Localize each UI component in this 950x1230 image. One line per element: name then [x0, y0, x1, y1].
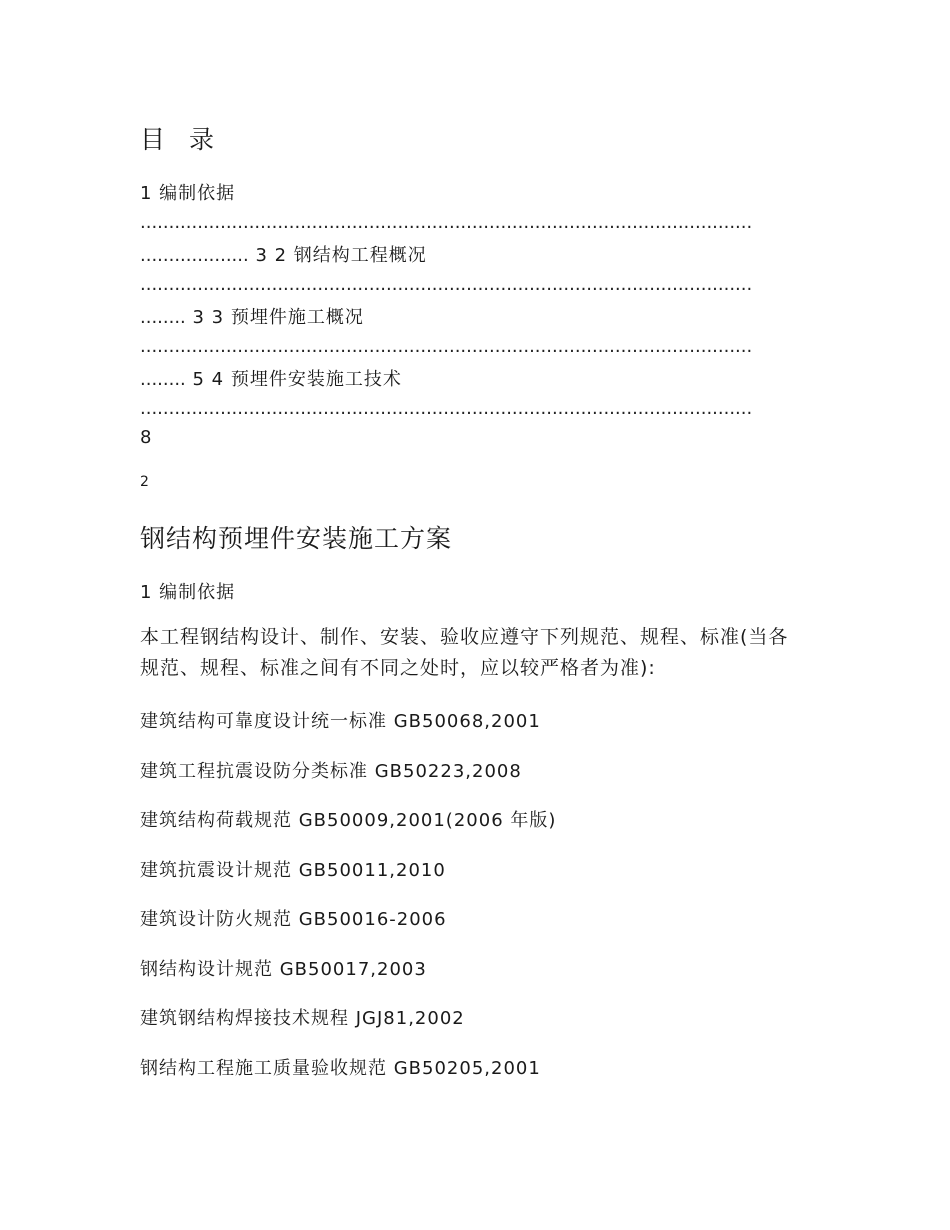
toc-leader-dots: ...........................................................................................................: [140, 336, 753, 357]
toc-entry-1-label: 1 编制依据: [140, 183, 236, 204]
standard-item: 钢结构工程施工质量验收规范 GB50205,2001: [140, 1058, 541, 1079]
toc-leader-dots: ...........................................................................................................: [140, 274, 753, 295]
toc-entry-text: 3 2 钢结构工程概况: [248, 245, 427, 266]
toc-entry-4-line: [140, 365, 806, 391]
standard-item: 建筑钢结构焊接技术规程 JGJ81,2002: [140, 1008, 465, 1029]
section-heading: 1 编制依据: [140, 582, 236, 603]
toc-entry-text: 5 4 预埋件安装施工技术: [185, 369, 402, 390]
toc-leader-dots: ...........................................................................................................: [140, 398, 753, 419]
toc-leader-dots: ...................: [140, 245, 249, 266]
toc-leader-dots: ...........................................................................................................: [140, 212, 753, 233]
toc-entry-text: 3 3 预埋件施工概况: [185, 307, 364, 328]
toc-leader-dots: ........: [140, 369, 186, 390]
standard-item: 建筑抗震设计规范 GB50011,2010: [140, 860, 446, 881]
toc-last-page-number: 8: [140, 427, 153, 448]
toc-leader-dots: ........: [140, 307, 186, 328]
toc-entry-2-line: [140, 241, 806, 267]
standard-item: 建筑设计防火规范 GB50016-2006: [140, 909, 447, 930]
standard-item: 建筑结构可靠度设计统一标准 GB50068,2001: [140, 711, 541, 732]
page-number: 2: [140, 474, 149, 490]
standard-item: 建筑结构荷载规范 GB50009,2001(2006 年版): [140, 810, 557, 831]
standard-item: 建筑工程抗震设防分类标准 GB50223,2008: [140, 761, 522, 782]
intro-paragraph: 本工程钢结构设计、制作、安装、验收应遵守下列规范、规程、标准(当各规范、规程、标准之间有不同之处时，应以较严格者为准):: [140, 626, 789, 679]
document-title: 钢结构预埋件安装施工方案: [140, 524, 453, 553]
toc-entry-3-line: [140, 303, 806, 329]
standard-item: 钢结构设计规范 GB50017,2003: [140, 959, 427, 980]
toc-title: 目 录: [140, 125, 222, 154]
